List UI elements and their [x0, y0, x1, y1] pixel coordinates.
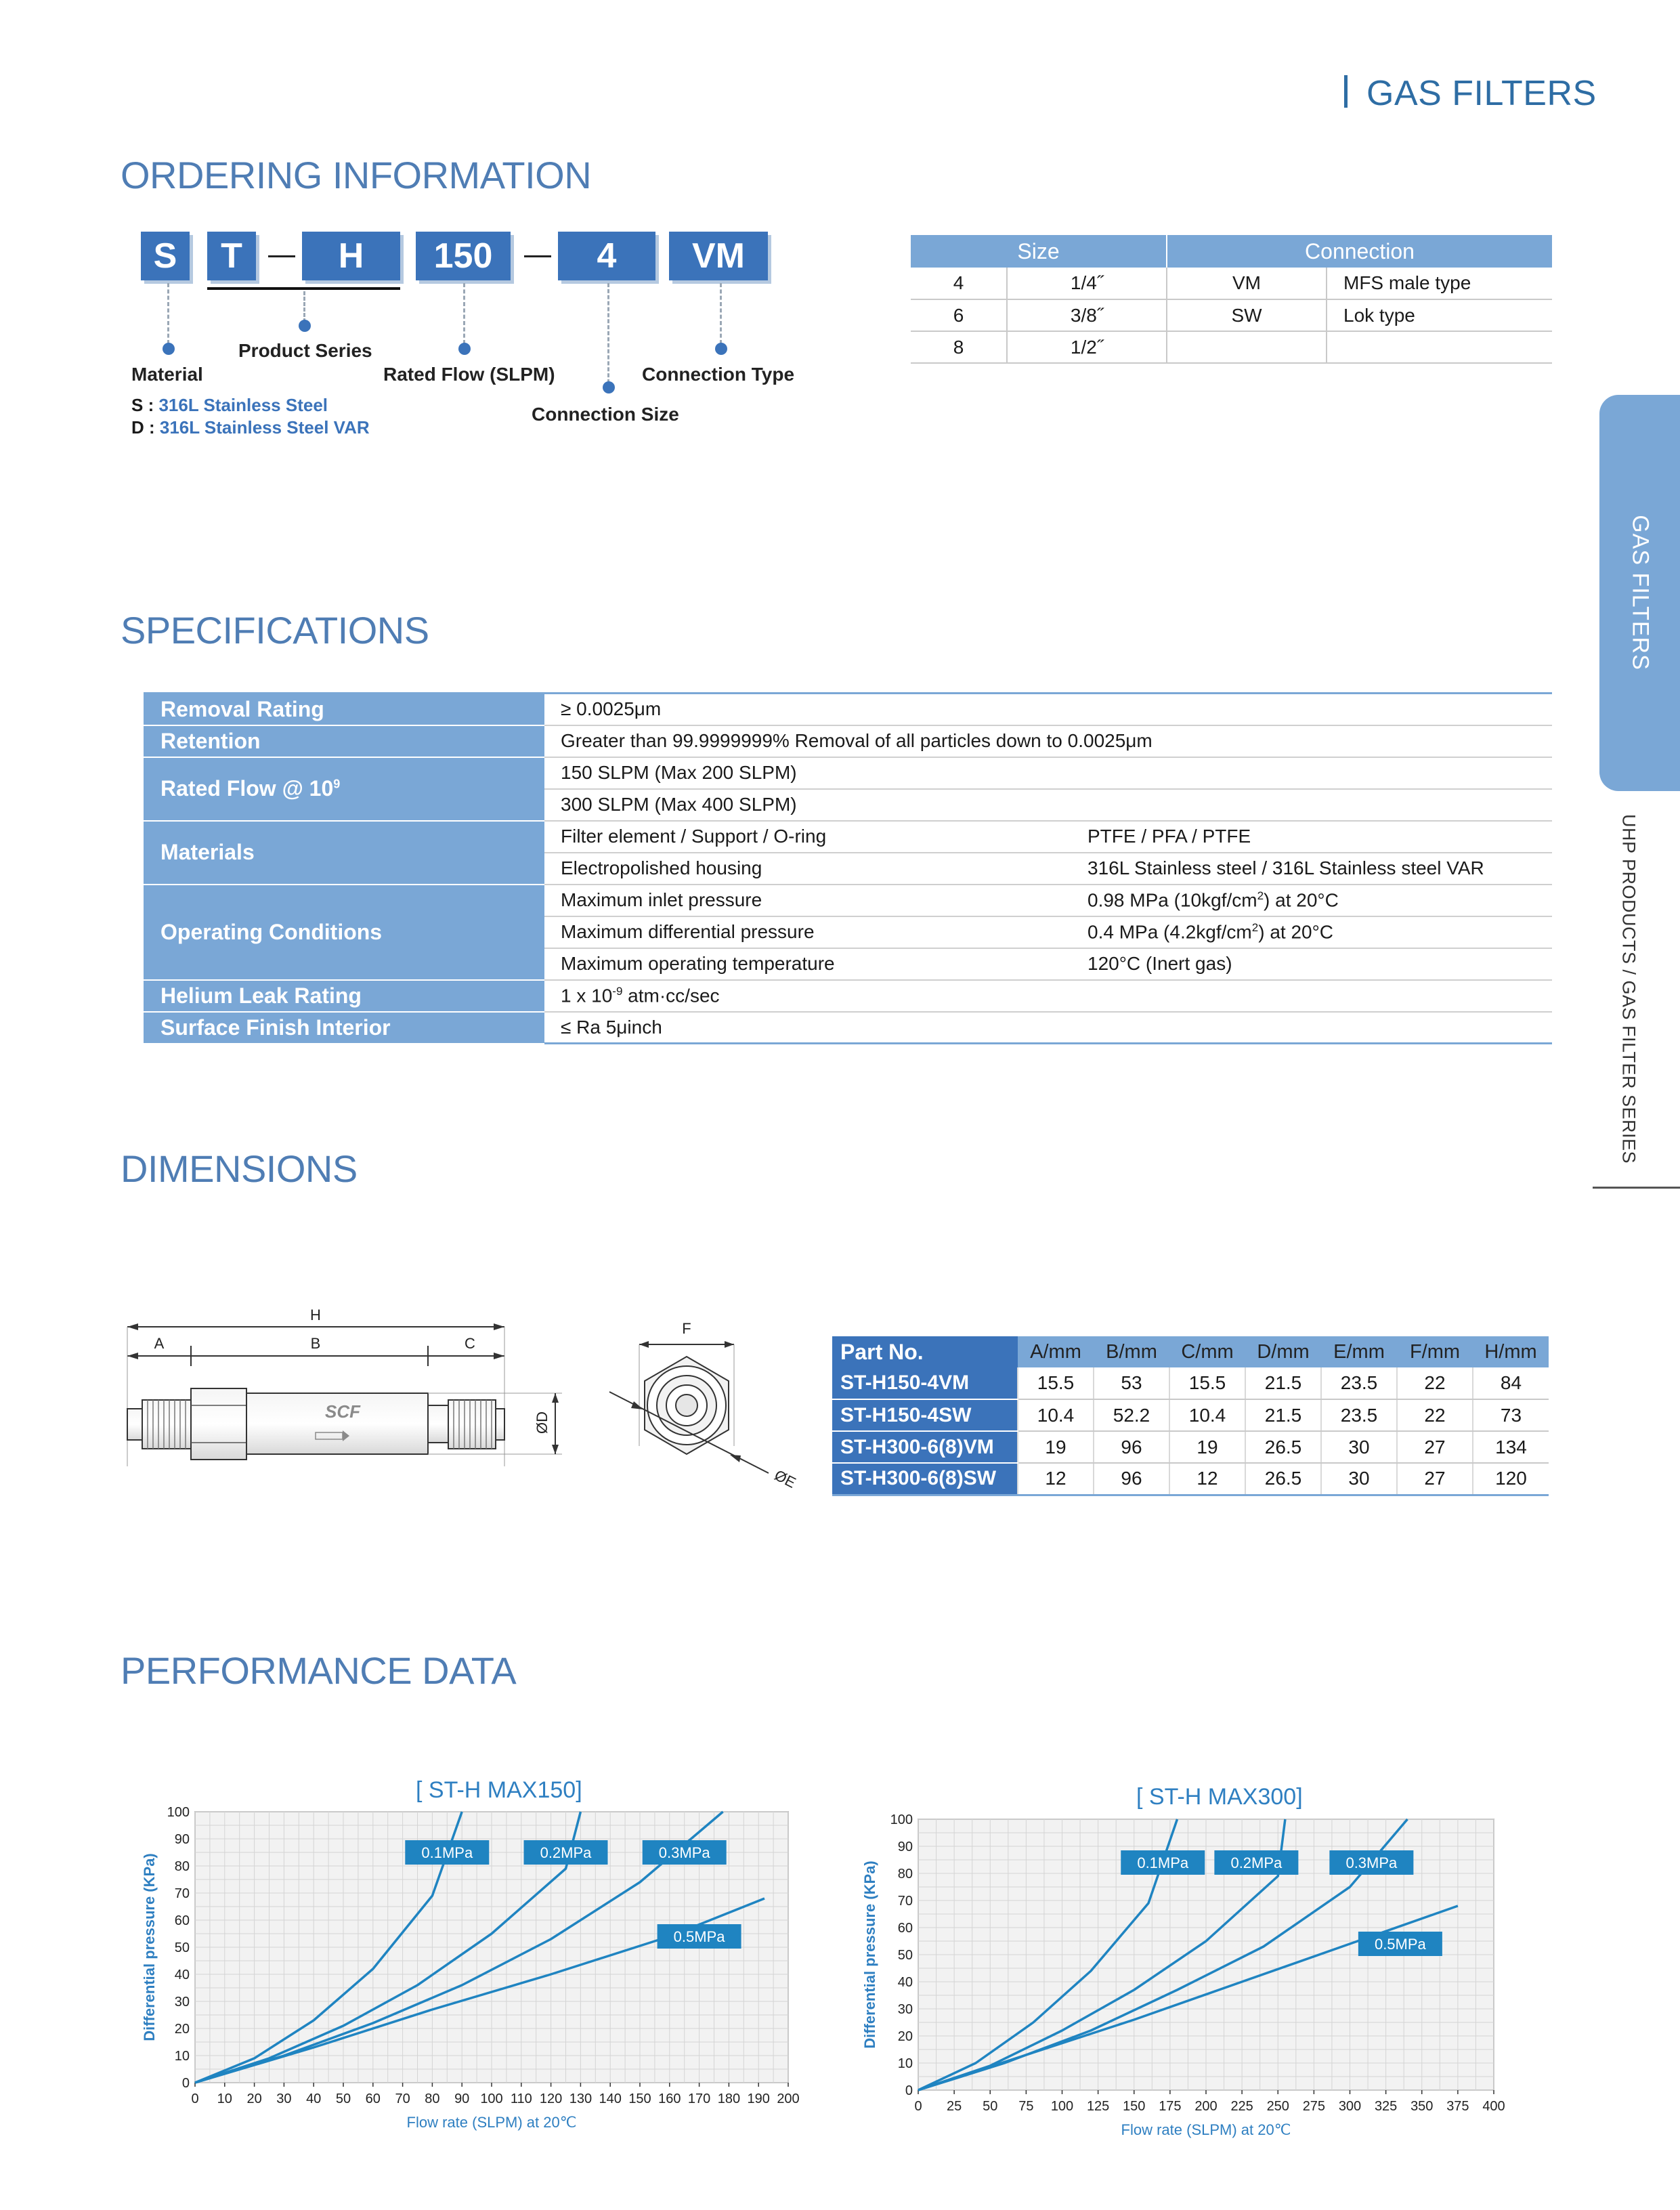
section-title-ordering: ORDERING INFORMATION	[121, 154, 592, 196]
spec-value: 120°C (Inert gas)	[1071, 948, 1552, 980]
leader-dot	[163, 343, 175, 355]
y-tick-label: 40	[897, 1975, 913, 1990]
col-header: D/mm	[1245, 1336, 1321, 1367]
x-tick-label: 60	[365, 2091, 381, 2106]
arrow-icon	[631, 1401, 643, 1409]
series-label: 0.1MPa	[421, 1844, 473, 1861]
dim-label-b: B	[310, 1335, 321, 1352]
part-number: ST-H300-6(8)SW	[832, 1463, 1018, 1495]
connection-code	[1167, 331, 1327, 363]
y-tick-label: 90	[897, 1840, 913, 1854]
connection-code: SW	[1167, 299, 1327, 331]
cell: 12	[1169, 1463, 1245, 1495]
chart-title-max300: [ ST-H MAX300]	[1136, 1784, 1303, 1810]
cell: 30	[1321, 1431, 1397, 1463]
cell: 27	[1397, 1431, 1473, 1463]
col-header: B/mm	[1094, 1336, 1169, 1367]
side-breadcrumb: UHP PRODUCTS / GAS FILTER SERIES	[1618, 813, 1639, 1164]
y-tick-label: 80	[174, 1859, 190, 1874]
filter-end-view-drawing	[596, 1317, 813, 1510]
spec-value: Greater than 99.9999999% Removal of all particles down to 0.0025μm	[544, 725, 1552, 757]
cell: 134	[1473, 1431, 1549, 1463]
connection-code: VM	[1167, 268, 1327, 299]
cell: 52.2	[1094, 1399, 1169, 1431]
value-text: atm·cc/sec	[622, 985, 720, 1006]
cell: 22	[1397, 1399, 1473, 1431]
x-tick-label: 100	[1050, 2099, 1074, 2114]
arrow-icon	[494, 1353, 504, 1359]
y-tick-label: 10	[174, 2049, 190, 2064]
arrow-icon	[494, 1323, 504, 1330]
leader-line	[607, 283, 609, 383]
section-title-dimensions: DIMENSIONS	[121, 1147, 358, 1190]
size-inch: 1/2˝	[1007, 331, 1167, 363]
series-label: 0.5MPa	[1374, 1936, 1426, 1953]
table-row	[911, 299, 1552, 331]
material-sep: :	[144, 417, 160, 438]
cell: 30	[1321, 1463, 1397, 1495]
x-tick-label: 10	[217, 2091, 232, 2106]
x-tick-label: 325	[1374, 2099, 1398, 2114]
chart-st-h-max300	[856, 1807, 1533, 2139]
spec-label: Removal Rating	[144, 694, 544, 725]
label-product-series: Product Series	[238, 340, 372, 361]
table-row	[144, 1012, 1552, 1044]
code-box-series: H	[302, 232, 400, 280]
spec-item: Maximum differential pressure	[544, 916, 1071, 948]
size-inch: 1/4˝	[1007, 268, 1167, 299]
table-row	[832, 1431, 1549, 1463]
x-tick-label: 80	[425, 2091, 440, 2106]
connection-desc: Lok type	[1327, 299, 1552, 331]
y-tick-label: 80	[897, 1867, 913, 1882]
cell: 15.5	[1169, 1367, 1245, 1399]
leader-dot	[299, 320, 311, 332]
size-inch: 3/8˝	[1007, 299, 1167, 331]
part-number: ST-H150-4SW	[832, 1399, 1018, 1431]
leader-line	[167, 283, 169, 344]
side-tab-label: GAS FILTERS	[1627, 515, 1654, 671]
x-tick-label: 75	[1018, 2099, 1034, 2114]
y-tick-label: 100	[890, 1812, 913, 1827]
code-dash	[524, 255, 551, 257]
x-axis-label: Flow rate (SLPM) at 20℃	[1121, 2121, 1291, 2138]
x-tick-label: 375	[1446, 2099, 1469, 2114]
label-connection-type: Connection Type	[642, 364, 795, 385]
value-text: ) at 20°C	[1258, 921, 1334, 943]
x-tick-label: 50	[335, 2091, 351, 2106]
leader-line	[463, 283, 465, 344]
table-row	[832, 1367, 1549, 1399]
y-tick-label: 40	[174, 1968, 190, 1982]
leader-dot	[603, 381, 615, 394]
x-tick-label: 175	[1159, 2099, 1182, 2114]
x-tick-label: 100	[480, 2091, 503, 2106]
spec-label: Surface Finish Interior	[144, 1012, 544, 1044]
chart-title-max150: [ ST-H MAX150]	[416, 1777, 582, 1803]
arrow-icon	[127, 1323, 138, 1330]
y-tick-label: 30	[174, 1995, 190, 2010]
table-row	[144, 821, 1552, 853]
cell: 10.4	[1018, 1399, 1094, 1431]
spec-item: Maximum operating temperature	[544, 948, 1071, 980]
spec-label: Retention	[144, 725, 544, 757]
leader-line	[303, 291, 305, 322]
x-tick-label: 190	[747, 2091, 770, 2106]
specifications-table	[144, 692, 1552, 1044]
cell: 12	[1018, 1463, 1094, 1495]
size-code: 6	[911, 299, 1007, 331]
cell: 53	[1094, 1367, 1169, 1399]
y-tick-label: 70	[174, 1886, 190, 1901]
connection-header: Connection	[1167, 235, 1552, 268]
connection-desc: MFS male type	[1327, 268, 1552, 299]
arrow-icon	[730, 1455, 741, 1462]
cell: 22	[1397, 1367, 1473, 1399]
cell: 15.5	[1018, 1367, 1094, 1399]
dim-label-f: F	[682, 1320, 691, 1337]
arrow-icon	[725, 1341, 734, 1348]
spec-value	[1071, 885, 1552, 916]
part-number: ST-H150-4VM	[832, 1367, 1018, 1399]
cell: 96	[1094, 1431, 1169, 1463]
y-axis-label: Differential pressure (KPa)	[141, 1853, 158, 2041]
arrow-icon	[127, 1353, 138, 1359]
arrow-icon	[639, 1341, 649, 1348]
value-sup: 2	[1251, 920, 1259, 934]
spec-item: Maximum inlet pressure	[544, 885, 1071, 916]
table-row	[911, 331, 1552, 363]
leader-dot	[458, 343, 471, 355]
x-tick-label: 250	[1266, 2099, 1289, 2114]
table-row	[144, 757, 1552, 789]
x-tick-label: 30	[276, 2091, 292, 2106]
series-label: 0.2MPa	[540, 1844, 592, 1861]
label-material: Material	[131, 364, 203, 385]
size-code: 4	[911, 268, 1007, 299]
y-tick-label: 60	[897, 1921, 913, 1936]
x-tick-label: 275	[1302, 2099, 1326, 2114]
series-label: 0.3MPa	[658, 1844, 710, 1861]
table-header-row	[832, 1336, 1549, 1367]
x-tick-label: 150	[1123, 2099, 1146, 2114]
code-box-flow: 150	[416, 232, 511, 280]
col-header: E/mm	[1321, 1336, 1397, 1367]
table-row	[144, 980, 1552, 1012]
x-tick-label: 0	[914, 2099, 922, 2114]
series-label: 0.2MPa	[1230, 1854, 1283, 1871]
spec-value: ≤ Ra 5μinch	[544, 1012, 1552, 1044]
y-tick-label: 50	[897, 1948, 913, 1963]
spec-value: 300 SLPM (Max 400 SLPM)	[544, 789, 1552, 821]
y-tick-label: 20	[174, 2022, 190, 2037]
cell: 26.5	[1245, 1431, 1321, 1463]
x-axis-label: Flow rate (SLPM) at 20℃	[406, 2114, 577, 2131]
x-tick-label: 160	[658, 2091, 681, 2106]
y-tick-label: 20	[897, 2029, 913, 2044]
x-tick-label: 20	[246, 2091, 262, 2106]
label-connection-size: Connection Size	[532, 404, 679, 425]
table-row	[144, 725, 1552, 757]
spec-value: 316L Stainless steel / 316L Stainless steel VAR	[1071, 853, 1552, 885]
value-sup: 2	[1257, 889, 1264, 902]
table-row	[832, 1399, 1549, 1431]
y-tick-label: 90	[174, 1832, 190, 1847]
col-header: A/mm	[1018, 1336, 1094, 1367]
cell: 21.5	[1245, 1399, 1321, 1431]
series-label: 0.3MPa	[1345, 1854, 1398, 1871]
cell: 120	[1473, 1463, 1549, 1495]
arrow-icon	[552, 1393, 559, 1403]
material-code: D	[131, 417, 144, 438]
side-divider	[1593, 1187, 1680, 1189]
series-label: 0.5MPa	[673, 1928, 725, 1945]
value-text: 0.4 MPa (4.2kgf/cm	[1087, 921, 1252, 943]
size-code: 8	[911, 331, 1007, 363]
y-tick-label: 10	[897, 2056, 913, 2071]
spec-value	[544, 980, 1552, 1012]
spec-label: Helium Leak Rating	[144, 980, 544, 1012]
value-text: 0.98 MPa (10kgf/cm	[1087, 889, 1257, 911]
dim-label-d: ØD	[534, 1411, 551, 1434]
material-name: 316L Stainless Steel	[158, 395, 328, 415]
dimensions-table	[832, 1336, 1549, 1496]
size-connection-table	[911, 235, 1552, 364]
cell: 19	[1169, 1431, 1245, 1463]
y-tick-label: 0	[181, 2076, 190, 2091]
section-title-performance: PERFORMANCE DATA	[121, 1649, 517, 1692]
x-tick-label: 25	[947, 2099, 962, 2114]
dim-label-e: ØE	[771, 1466, 799, 1491]
x-tick-label: 120	[539, 2091, 563, 2106]
code-box-connection: VM	[669, 232, 768, 280]
x-tick-label: 200	[777, 2091, 800, 2106]
y-tick-label: 70	[897, 1894, 913, 1909]
part-number: ST-H300-6(8)VM	[832, 1431, 1018, 1463]
x-tick-label: 130	[569, 2091, 593, 2106]
x-tick-label: 300	[1338, 2099, 1362, 2114]
y-tick-label: 60	[174, 1913, 190, 1928]
table-row	[144, 694, 1552, 725]
header-title: GAS FILTERS	[1366, 74, 1597, 113]
x-tick-label: 110	[510, 2091, 532, 2106]
y-tick-label: 100	[167, 1805, 190, 1820]
cell: 23.5	[1321, 1367, 1397, 1399]
material-name: 316L Stainless Steel VAR	[159, 417, 370, 438]
x-tick-label: 125	[1086, 2099, 1110, 2114]
cell: 10.4	[1169, 1399, 1245, 1431]
table-row	[144, 885, 1552, 916]
cell: 84	[1473, 1367, 1549, 1399]
cell: 19	[1018, 1431, 1094, 1463]
section-title-specifications: SPECIFICATIONS	[121, 609, 429, 652]
spec-label: Operating Conditions	[144, 885, 544, 980]
value-text: ) at 20°C	[1264, 889, 1339, 911]
x-tick-label: 180	[717, 2091, 741, 2106]
chart-st-h-max150	[135, 1802, 826, 2133]
material-option	[131, 417, 370, 438]
filter-side-view-drawing	[122, 1304, 569, 1507]
col-header: F/mm	[1397, 1336, 1473, 1367]
material-option	[131, 395, 328, 416]
cell: 23.5	[1321, 1399, 1397, 1431]
code-box-material: S	[141, 232, 190, 280]
scf-logo: SCF	[325, 1401, 360, 1422]
material-code: S	[131, 395, 144, 415]
x-tick-label: 90	[454, 2091, 470, 2106]
x-tick-label: 140	[599, 2091, 622, 2106]
cell: 27	[1397, 1463, 1473, 1495]
spec-value	[1071, 916, 1552, 948]
cell: 73	[1473, 1399, 1549, 1431]
arrow-icon	[552, 1445, 559, 1454]
value-text: 1 x 10	[561, 985, 613, 1006]
x-tick-label: 40	[306, 2091, 322, 2106]
y-tick-label: 50	[174, 1940, 190, 1955]
x-tick-label: 400	[1482, 2099, 1505, 2114]
spec-label: Materials	[144, 821, 544, 885]
dim-label-h: H	[310, 1306, 321, 1323]
material-sep: :	[143, 395, 159, 415]
dim-label-c: C	[465, 1335, 475, 1352]
y-axis-label: Differential pressure (KPa)	[861, 1861, 878, 2049]
code-box-type: T	[207, 232, 256, 280]
page-header	[1344, 73, 1597, 114]
series-underline	[207, 287, 400, 290]
spec-value: ≥ 0.0025μm	[544, 694, 1552, 725]
x-tick-label: 50	[983, 2099, 998, 2114]
x-tick-label: 200	[1194, 2099, 1218, 2114]
x-tick-label: 170	[687, 2091, 711, 2106]
col-header: Part No.	[832, 1336, 1018, 1367]
header-bar	[1344, 75, 1348, 108]
connection-desc	[1327, 331, 1552, 363]
cell: 26.5	[1245, 1463, 1321, 1495]
code-box-size: 4	[558, 232, 655, 280]
y-tick-label: 30	[897, 2002, 913, 2017]
cell: 21.5	[1245, 1367, 1321, 1399]
dim-label-a: A	[154, 1335, 165, 1352]
y-tick-label: 0	[905, 2083, 913, 2098]
series-label: 0.1MPa	[1137, 1854, 1189, 1871]
x-tick-label: 225	[1230, 2099, 1253, 2114]
x-tick-label: 0	[191, 2091, 199, 2106]
x-tick-label: 150	[628, 2091, 651, 2106]
x-tick-label: 70	[395, 2091, 410, 2106]
leader-line	[720, 283, 722, 344]
label-rated-flow: Rated Flow (SLPM)	[383, 364, 555, 385]
x-tick-label: 350	[1410, 2099, 1434, 2114]
spec-value: PTFE / PFA / PTFE	[1071, 821, 1552, 853]
leader-dot	[715, 343, 727, 355]
spec-label	[144, 757, 544, 821]
spec-label-text: Rated Flow @ 10	[160, 776, 334, 801]
spec-value: 150 SLPM (Max 200 SLPM)	[544, 757, 1552, 789]
spec-item: Electropolished housing	[544, 853, 1071, 885]
cell: 96	[1094, 1463, 1169, 1495]
table-row	[832, 1463, 1549, 1495]
spec-label-sup: 9	[333, 777, 341, 791]
col-header: C/mm	[1169, 1336, 1245, 1367]
spec-item: Filter element / Support / O-ring	[544, 821, 1071, 853]
table-row	[911, 268, 1552, 299]
value-sup: -9	[612, 984, 623, 998]
size-header: Size	[911, 235, 1167, 268]
code-dash	[268, 255, 295, 257]
col-header: H/mm	[1473, 1336, 1549, 1367]
